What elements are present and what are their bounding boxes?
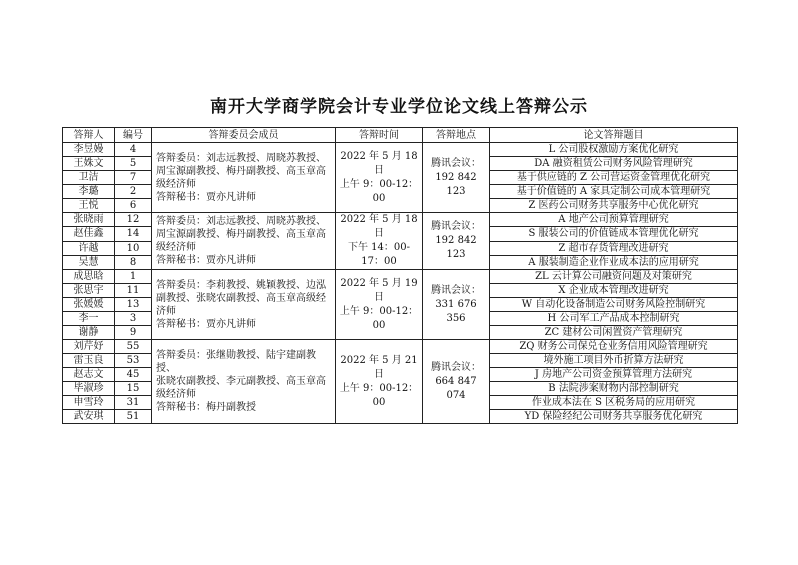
defense-time-line: 2022 年 5 月 21 日 xyxy=(340,354,418,380)
thesis-topic: ZC 建材公司闲置资产管理研究 xyxy=(490,326,738,340)
student-name: 吴慧 xyxy=(63,255,115,269)
committee-cell xyxy=(152,143,336,213)
thesis-topic: YD 保险经纪公司财务共享服务优化研究 xyxy=(490,410,738,424)
student-name: 刘芹妤 xyxy=(63,340,115,354)
student-name: 李璐 xyxy=(63,185,115,199)
defense-time-cell xyxy=(336,213,423,270)
committee-line: 答辩秘书：贾亦凡讲师 xyxy=(156,318,256,330)
header-topic: 论文答辩题目 xyxy=(490,128,738,143)
thesis-topic: L 公司股权激励方案优化研究 xyxy=(490,143,738,157)
student-number: 7 xyxy=(115,171,152,185)
table-row xyxy=(63,270,738,284)
student-number: 10 xyxy=(115,241,152,255)
student-name: 赵志文 xyxy=(63,368,115,382)
student-number: 15 xyxy=(115,382,152,396)
defense-time-line: 上午 9：00-12：00 xyxy=(339,382,419,408)
thesis-topic: DA 融资租赁公司财务风险管理研究 xyxy=(490,157,738,171)
thesis-topic: S 服装公司的价值链成本管理优化研究 xyxy=(490,227,738,241)
defense-location-cell xyxy=(423,143,490,213)
student-number: 14 xyxy=(115,227,152,241)
thesis-topic: A 服装制造企业作业成本法的应用研究 xyxy=(490,255,738,269)
header-student: 答辩人 xyxy=(63,128,115,143)
defense-time-cell xyxy=(336,143,423,213)
committee-line: 张晓农副教授、李元副教授、高玉章高 xyxy=(156,376,326,387)
defense-schedule-table xyxy=(62,127,738,424)
thesis-topic: Z 超市存货管理改进研究 xyxy=(490,241,738,255)
thesis-topic: W 自动化设备制造公司财务风险控制研究 xyxy=(490,298,738,312)
student-number: 9 xyxy=(115,326,152,340)
student-number: 13 xyxy=(115,298,152,312)
committee-line: 级经济师 xyxy=(156,389,196,400)
student-number: 4 xyxy=(115,143,152,157)
defense-time-line: 上午 9：00-12：00 xyxy=(339,305,419,331)
thesis-topic: X 企业成本管理改进研究 xyxy=(490,284,738,298)
student-number: 5 xyxy=(115,157,152,171)
defense-time-line: 2022 年 5 月 18 日 xyxy=(340,214,418,239)
thesis-topic: H 公司军工产品成本控制研究 xyxy=(490,312,738,326)
student-name: 李昱嫚 xyxy=(63,143,115,157)
header-location: 答辩地点 xyxy=(423,128,490,143)
thesis-topic: ZL 云计算公司融资问题及对策研究 xyxy=(490,270,738,284)
defense-time-cell xyxy=(336,270,423,340)
table-body xyxy=(63,143,738,424)
defense-location-cell xyxy=(423,270,490,340)
committee-line: 济师 xyxy=(156,305,176,317)
student-number: 6 xyxy=(115,199,152,213)
student-name: 雷玉良 xyxy=(63,354,115,368)
defense-time-line: 下午 14：00-17：00 xyxy=(347,242,410,267)
thesis-topic: 基于供应链的 Z 公司营运资金管理优化研究 xyxy=(490,171,738,185)
thesis-topic: A 地产公司预算管理研究 xyxy=(490,213,738,227)
defense-location-cell xyxy=(423,340,490,424)
student-name: 申雪玲 xyxy=(63,396,115,410)
student-number: 8 xyxy=(115,255,152,269)
student-name: 成思晗 xyxy=(63,270,115,284)
student-name: 赵佳鑫 xyxy=(63,227,115,241)
defense-time-line: 2022 年 5 月 19 日 xyxy=(340,277,418,303)
student-number: 51 xyxy=(115,410,152,424)
student-number: 1 xyxy=(115,270,152,284)
defense-location-line: 192 842 123 xyxy=(435,171,477,197)
student-name: 谢静 xyxy=(63,326,115,340)
thesis-topic: 境外施工项目外币折算方法研究 xyxy=(490,354,738,368)
defense-location-cell xyxy=(423,213,490,270)
student-name: 张晓雨 xyxy=(63,213,115,227)
table-header-row xyxy=(63,128,738,143)
committee-line: 答辩委员：张继勋教授、陆宇建副教授、 xyxy=(156,350,316,374)
student-name: 张媛媛 xyxy=(63,298,115,312)
student-number: 45 xyxy=(115,368,152,382)
thesis-topic: 作业成本法在 S 区税务局的应用研究 xyxy=(490,396,738,410)
table-row xyxy=(63,340,738,354)
committee-line: 周宝源副教授、梅丹副教授、高玉章高 xyxy=(156,229,326,240)
student-name: 王悦 xyxy=(63,199,115,213)
defense-location-line: 腾讯会议： xyxy=(431,284,481,296)
defense-location-line: 腾讯会议： xyxy=(431,361,481,373)
committee-line: 答辩秘书：贾亦凡讲师 xyxy=(156,255,256,266)
page-title: 南开大学商学院会计专业学位论文线上答辩公示 xyxy=(210,97,588,117)
committee-line: 答辩委员：刘志远教授、周晓苏教授、 xyxy=(156,216,326,227)
committee-cell xyxy=(152,270,336,340)
defense-location-line: 192 842 123 xyxy=(435,235,477,260)
committee-line: 答辩委员：刘志远教授、周晓苏教授、 xyxy=(156,152,326,164)
header-committee: 答辩委员会成员 xyxy=(152,128,336,143)
defense-location-line: 腾讯会议： xyxy=(431,221,481,232)
student-name: 王姝文 xyxy=(63,157,115,171)
committee-cell xyxy=(152,340,336,424)
student-name: 张思宇 xyxy=(63,284,115,298)
defense-time-line: 上午 9：00-12：00 xyxy=(339,178,419,204)
student-name: 许越 xyxy=(63,241,115,255)
student-number: 12 xyxy=(115,213,152,227)
student-number: 11 xyxy=(115,284,152,298)
student-name: 毕淑珍 xyxy=(63,382,115,396)
thesis-topic: 基于价值链的 A 家具定制公司成本管理研究 xyxy=(490,185,738,199)
table-row xyxy=(63,213,738,227)
student-number: 3 xyxy=(115,312,152,326)
student-name: 武安琪 xyxy=(63,410,115,424)
defense-time-cell xyxy=(336,340,423,424)
committee-line: 答辩秘书：梅丹副教授 xyxy=(156,402,256,413)
committee-line: 级经济师 xyxy=(156,178,196,190)
committee-line: 周宝源副教授、梅丹副教授、高玉章高 xyxy=(156,165,326,177)
defense-location-line: 331 676 356 xyxy=(435,298,477,324)
header-time: 答辩时间 xyxy=(336,128,423,143)
defense-time-line: 2022 年 5 月 18 日 xyxy=(340,150,418,176)
committee-line: 级经济师 xyxy=(156,242,196,253)
defense-location-line: 腾讯会议： xyxy=(431,157,481,169)
committee-line: 答辩委员：李莉教授、姚颖教授、边泓 xyxy=(156,279,326,291)
student-number: 55 xyxy=(115,340,152,354)
student-number: 2 xyxy=(115,185,152,199)
thesis-topic: Z 医药公司财务共享服务中心优化研究 xyxy=(490,199,738,213)
thesis-topic: J 房地产公司资金预算管理方法研究 xyxy=(490,368,738,382)
defense-location-line: 664 847 074 xyxy=(435,375,477,401)
student-name: 李一 xyxy=(63,312,115,326)
committee-cell xyxy=(152,213,336,270)
committee-line: 副教授、张晓农副教授、高玉章高级经 xyxy=(156,292,326,304)
student-number: 31 xyxy=(115,396,152,410)
header-number: 编号 xyxy=(115,128,152,143)
student-number: 53 xyxy=(115,354,152,368)
committee-line: 答辩秘书：贾亦凡讲师 xyxy=(156,191,256,203)
thesis-topic: B 法院涉案财物内部控制研究 xyxy=(490,382,738,396)
student-name: 卫洁 xyxy=(63,171,115,185)
thesis-topic: ZQ 财务公司保兑仓业务信用风险管理研究 xyxy=(490,340,738,354)
table-row xyxy=(63,143,738,157)
